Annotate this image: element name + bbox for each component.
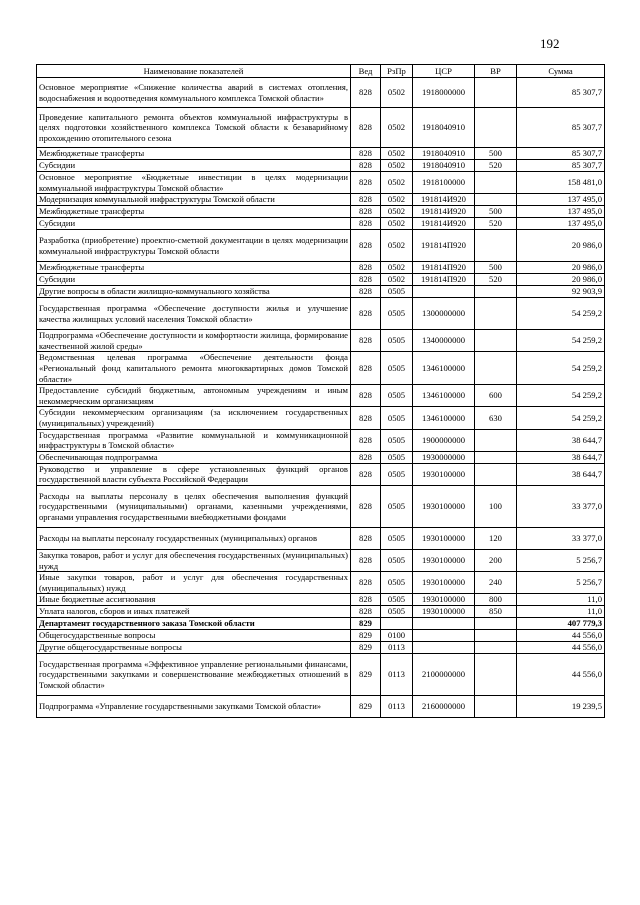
cell-ved: 829 — [351, 654, 381, 696]
cell-sum: 85 307,7 — [517, 78, 605, 108]
cell-vr — [475, 642, 517, 654]
cell-vr: 520 — [475, 274, 517, 286]
cell-vr — [475, 696, 517, 718]
cell-name: Руководство и управление в сфере установленных функций органов государственной власти субъекта Российской Федерации — [37, 463, 351, 485]
cell-sum: 44 556,0 — [517, 654, 605, 696]
cell-sum: 19 239,5 — [517, 696, 605, 718]
cell-rzpr: 0505 — [381, 407, 413, 429]
cell-sum: 20 986,0 — [517, 274, 605, 286]
cell-vr — [475, 429, 517, 451]
cell-csr: 1930100000 — [413, 549, 475, 571]
cell-ved: 828 — [351, 262, 381, 274]
table-row — [37, 298, 605, 330]
cell-vr: 500 — [475, 206, 517, 218]
cell-vr: 630 — [475, 407, 517, 429]
cell-sum: 33 377,0 — [517, 485, 605, 527]
cell-ved: 828 — [351, 298, 381, 330]
cell-sum: 54 259,2 — [517, 330, 605, 352]
cell-rzpr: 0502 — [381, 160, 413, 172]
table-row — [37, 172, 605, 194]
cell-rzpr — [381, 618, 413, 630]
cell-vr — [475, 654, 517, 696]
cell-rzpr: 0505 — [381, 385, 413, 407]
cell-ved: 828 — [351, 160, 381, 172]
cell-name: Расходы на выплаты персоналу государственных (муниципальных) органов — [37, 527, 351, 549]
cell-csr: 1918100000 — [413, 172, 475, 194]
cell-csr: 1918040910 — [413, 108, 475, 148]
cell-ved: 828 — [351, 451, 381, 463]
cell-rzpr: 0505 — [381, 298, 413, 330]
cell-sum: 20 986,0 — [517, 262, 605, 274]
table-row — [37, 352, 605, 385]
cell-vr: 200 — [475, 549, 517, 571]
cell-sum: 158 481,0 — [517, 172, 605, 194]
cell-rzpr: 0505 — [381, 451, 413, 463]
cell-ved: 828 — [351, 172, 381, 194]
cell-name: Подпрограмма «Управление государственными закупками Томской области» — [37, 696, 351, 718]
cell-ved: 828 — [351, 485, 381, 527]
cell-rzpr: 0505 — [381, 572, 413, 594]
cell-name: Проведение капитального ремонта объектов коммунальной инфраструктуры в целях подготовки хозяйственного комплекса Томской области к безаварийному прохождению отопительного сезона — [37, 108, 351, 148]
cell-csr: 191814П920 — [413, 274, 475, 286]
header-csr: ЦСР — [413, 65, 475, 78]
cell-sum: 85 307,7 — [517, 148, 605, 160]
cell-vr — [475, 618, 517, 630]
table-row — [37, 230, 605, 262]
cell-ved: 828 — [351, 549, 381, 571]
cell-rzpr: 0505 — [381, 527, 413, 549]
cell-csr — [413, 642, 475, 654]
cell-vr: 600 — [475, 385, 517, 407]
table-row — [37, 527, 605, 549]
header-vr: ВР — [475, 65, 517, 78]
cell-ved: 828 — [351, 206, 381, 218]
cell-csr: 1930100000 — [413, 485, 475, 527]
cell-name: Межбюджетные трансферты — [37, 262, 351, 274]
cell-rzpr: 0502 — [381, 78, 413, 108]
table-row — [37, 206, 605, 218]
cell-sum: 33 377,0 — [517, 527, 605, 549]
cell-rzpr: 0505 — [381, 485, 413, 527]
cell-csr: 2100000000 — [413, 654, 475, 696]
table-row — [37, 630, 605, 642]
cell-sum: 44 556,0 — [517, 630, 605, 642]
cell-csr: 1930100000 — [413, 527, 475, 549]
cell-vr — [475, 172, 517, 194]
cell-name: Закупка товаров, работ и услуг для обеспечения государственных (муниципальных) нужд — [37, 549, 351, 571]
cell-csr: 2160000000 — [413, 696, 475, 718]
cell-ved: 828 — [351, 606, 381, 618]
cell-vr — [475, 108, 517, 148]
cell-sum: 54 259,2 — [517, 407, 605, 429]
cell-csr: 191814П920 — [413, 262, 475, 274]
cell-rzpr: 0113 — [381, 654, 413, 696]
cell-sum: 38 644,7 — [517, 463, 605, 485]
header-sum: Сумма — [517, 65, 605, 78]
cell-vr: 240 — [475, 572, 517, 594]
table-row — [37, 286, 605, 298]
cell-rzpr: 0505 — [381, 352, 413, 385]
cell-sum: 54 259,2 — [517, 352, 605, 385]
table-row — [37, 451, 605, 463]
cell-csr — [413, 630, 475, 642]
cell-vr — [475, 352, 517, 385]
cell-ved: 828 — [351, 78, 381, 108]
table-row — [37, 696, 605, 718]
table-row — [37, 429, 605, 451]
cell-rzpr: 0505 — [381, 463, 413, 485]
cell-ved: 828 — [351, 330, 381, 352]
cell-sum: 20 986,0 — [517, 230, 605, 262]
table-body — [37, 78, 605, 718]
cell-name: Иные бюджетные ассигнования — [37, 594, 351, 606]
cell-ved: 828 — [351, 230, 381, 262]
cell-name: Государственная программа «Обеспечение доступности жилья и улучшение качества жилищных условий населения Томской области» — [37, 298, 351, 330]
cell-rzpr: 0113 — [381, 696, 413, 718]
cell-sum: 44 556,0 — [517, 642, 605, 654]
cell-csr: 1346100000 — [413, 407, 475, 429]
cell-sum: 38 644,7 — [517, 451, 605, 463]
cell-vr — [475, 330, 517, 352]
table-row — [37, 274, 605, 286]
cell-csr: 1930100000 — [413, 606, 475, 618]
cell-rzpr: 0502 — [381, 148, 413, 160]
table-row — [37, 642, 605, 654]
cell-csr: 191814И920 — [413, 194, 475, 206]
cell-name: Государственная программа «Эффективное управление региональными финансами, государственными закупками и совершенствование межбюджетных отношений в Томской области» — [37, 654, 351, 696]
cell-ved: 828 — [351, 407, 381, 429]
cell-sum: 85 307,7 — [517, 160, 605, 172]
table-row — [37, 78, 605, 108]
cell-ved: 829 — [351, 618, 381, 630]
table-row — [37, 618, 605, 630]
cell-rzpr: 0505 — [381, 286, 413, 298]
cell-vr: 120 — [475, 527, 517, 549]
cell-sum: 137 495,0 — [517, 218, 605, 230]
cell-name: Обеспечивающая подпрограмма — [37, 451, 351, 463]
table-row — [37, 485, 605, 527]
cell-ved: 828 — [351, 385, 381, 407]
cell-vr: 800 — [475, 594, 517, 606]
cell-ved: 829 — [351, 630, 381, 642]
cell-ved: 828 — [351, 572, 381, 594]
cell-name: Государственная программа «Развитие коммунальной и коммуникационной инфраструктуры в Томской области» — [37, 429, 351, 451]
cell-name: Уплата налогов, сборов и иных платежей — [37, 606, 351, 618]
cell-ved: 828 — [351, 108, 381, 148]
cell-csr: 1930000000 — [413, 451, 475, 463]
cell-rzpr: 0502 — [381, 230, 413, 262]
table-row — [37, 606, 605, 618]
cell-rzpr: 0100 — [381, 630, 413, 642]
cell-vr — [475, 630, 517, 642]
cell-ved: 828 — [351, 463, 381, 485]
cell-csr: 1340000000 — [413, 330, 475, 352]
cell-ved: 828 — [351, 429, 381, 451]
cell-vr — [475, 78, 517, 108]
cell-rzpr: 0502 — [381, 172, 413, 194]
cell-rzpr: 0505 — [381, 594, 413, 606]
cell-vr: 520 — [475, 218, 517, 230]
table-row — [37, 549, 605, 571]
cell-vr: 850 — [475, 606, 517, 618]
cell-sum: 5 256,7 — [517, 549, 605, 571]
cell-sum: 137 495,0 — [517, 206, 605, 218]
cell-ved: 828 — [351, 274, 381, 286]
cell-csr: 1346100000 — [413, 352, 475, 385]
cell-vr — [475, 230, 517, 262]
cell-name: Межбюджетные трансферты — [37, 206, 351, 218]
cell-vr: 500 — [475, 148, 517, 160]
cell-csr — [413, 286, 475, 298]
cell-rzpr: 0502 — [381, 262, 413, 274]
cell-name: Общегосударственные вопросы — [37, 630, 351, 642]
table-row — [37, 218, 605, 230]
cell-name: Предоставление субсидий бюджетным, автономным учреждениям и иным некоммерческим организациям — [37, 385, 351, 407]
cell-csr: 1930100000 — [413, 594, 475, 606]
cell-sum: 85 307,7 — [517, 108, 605, 148]
cell-rzpr: 0505 — [381, 606, 413, 618]
cell-csr: 1900000000 — [413, 429, 475, 451]
cell-vr — [475, 451, 517, 463]
table-row — [37, 194, 605, 206]
cell-csr: 1930100000 — [413, 463, 475, 485]
cell-sum: 92 903,9 — [517, 286, 605, 298]
cell-name: Межбюджетные трансферты — [37, 148, 351, 160]
table-row — [37, 108, 605, 148]
cell-sum: 38 644,7 — [517, 429, 605, 451]
table-row — [37, 594, 605, 606]
cell-rzpr: 0505 — [381, 549, 413, 571]
table-row — [37, 262, 605, 274]
cell-vr: 500 — [475, 262, 517, 274]
cell-sum: 5 256,7 — [517, 572, 605, 594]
cell-name: Департамент государственного заказа Томской области — [37, 618, 351, 630]
table-row — [37, 330, 605, 352]
cell-rzpr: 0505 — [381, 429, 413, 451]
cell-sum: 54 259,2 — [517, 298, 605, 330]
cell-csr: 191814И920 — [413, 206, 475, 218]
cell-vr — [475, 194, 517, 206]
cell-name: Субсидии — [37, 274, 351, 286]
cell-csr: 1930100000 — [413, 572, 475, 594]
page-number: 192 — [540, 36, 560, 51]
cell-name: Расходы на выплаты персоналу в целях обеспечения выполнения функций государственными (муниципальными) органами, казенными учреждениями, органами управления государственными внебюджетными фондами — [37, 485, 351, 527]
cell-name: Субсидии — [37, 218, 351, 230]
cell-csr: 1346100000 — [413, 385, 475, 407]
table-row — [37, 654, 605, 696]
cell-csr: 191814И920 — [413, 218, 475, 230]
cell-ved: 828 — [351, 218, 381, 230]
cell-rzpr: 0505 — [381, 330, 413, 352]
cell-name: Основное мероприятие «Бюджетные инвестиции в целях модернизации коммунальной инфраструктуры Томской области» — [37, 172, 351, 194]
header-name: Наименование показателей — [37, 65, 351, 78]
cell-ved: 828 — [351, 594, 381, 606]
table-row — [37, 407, 605, 429]
table-row — [37, 572, 605, 594]
cell-ved: 828 — [351, 286, 381, 298]
cell-rzpr: 0502 — [381, 218, 413, 230]
cell-vr — [475, 298, 517, 330]
cell-sum: 11,0 — [517, 594, 605, 606]
cell-vr: 520 — [475, 160, 517, 172]
cell-csr: 1918000000 — [413, 78, 475, 108]
cell-rzpr: 0113 — [381, 642, 413, 654]
cell-sum: 137 495,0 — [517, 194, 605, 206]
cell-sum: 407 779,3 — [517, 618, 605, 630]
cell-rzpr: 0502 — [381, 274, 413, 286]
cell-ved: 828 — [351, 194, 381, 206]
cell-csr — [413, 618, 475, 630]
cell-rzpr: 0502 — [381, 194, 413, 206]
cell-sum: 11,0 — [517, 606, 605, 618]
cell-vr: 100 — [475, 485, 517, 527]
cell-sum: 54 259,2 — [517, 385, 605, 407]
cell-csr: 1918040910 — [413, 160, 475, 172]
header-rzpr: РзПр — [381, 65, 413, 78]
cell-name: Ведомственная целевая программа «Обеспечение деятельности фонда «Региональный фонд капитального ремонта многоквартирных домов Томской области» — [37, 352, 351, 385]
table-row — [37, 160, 605, 172]
table-row — [37, 385, 605, 407]
cell-ved: 828 — [351, 527, 381, 549]
cell-name: Субсидии некоммерческим организациям (за исключением государственных (муниципальных) учреждений) — [37, 407, 351, 429]
cell-name: Другие общегосударственные вопросы — [37, 642, 351, 654]
cell-ved: 829 — [351, 642, 381, 654]
table-header-row — [37, 65, 605, 78]
cell-name: Разработка (приобретение) проектно-сметной документации в целях модернизации коммунальной инфраструктуры Томской области — [37, 230, 351, 262]
cell-rzpr: 0502 — [381, 206, 413, 218]
cell-ved: 828 — [351, 148, 381, 160]
cell-name: Другие вопросы в области жилищно-коммунального хозяйства — [37, 286, 351, 298]
cell-rzpr: 0502 — [381, 108, 413, 148]
table-row — [37, 148, 605, 160]
cell-name: Субсидии — [37, 160, 351, 172]
cell-name: Основное мероприятие «Снижение количества аварий в системах отопления, водоснабжения и водоотведения коммунального комплекса Томской области» — [37, 78, 351, 108]
cell-ved: 829 — [351, 696, 381, 718]
cell-csr: 191814П920 — [413, 230, 475, 262]
cell-csr: 1300000000 — [413, 298, 475, 330]
budget-table — [36, 64, 605, 718]
header-ved: Вед — [351, 65, 381, 78]
cell-name: Иные закупки товаров, работ и услуг для обеспечения государственных (муниципальных) нужд — [37, 572, 351, 594]
cell-name: Модернизация коммунальной инфраструктуры Томской области — [37, 194, 351, 206]
cell-name: Подпрограмма «Обеспечение доступности и комфортности жилища, формирование качественной жилой среды» — [37, 330, 351, 352]
cell-ved: 828 — [351, 352, 381, 385]
cell-vr — [475, 286, 517, 298]
cell-vr — [475, 463, 517, 485]
cell-csr: 1918040910 — [413, 148, 475, 160]
table-row — [37, 463, 605, 485]
